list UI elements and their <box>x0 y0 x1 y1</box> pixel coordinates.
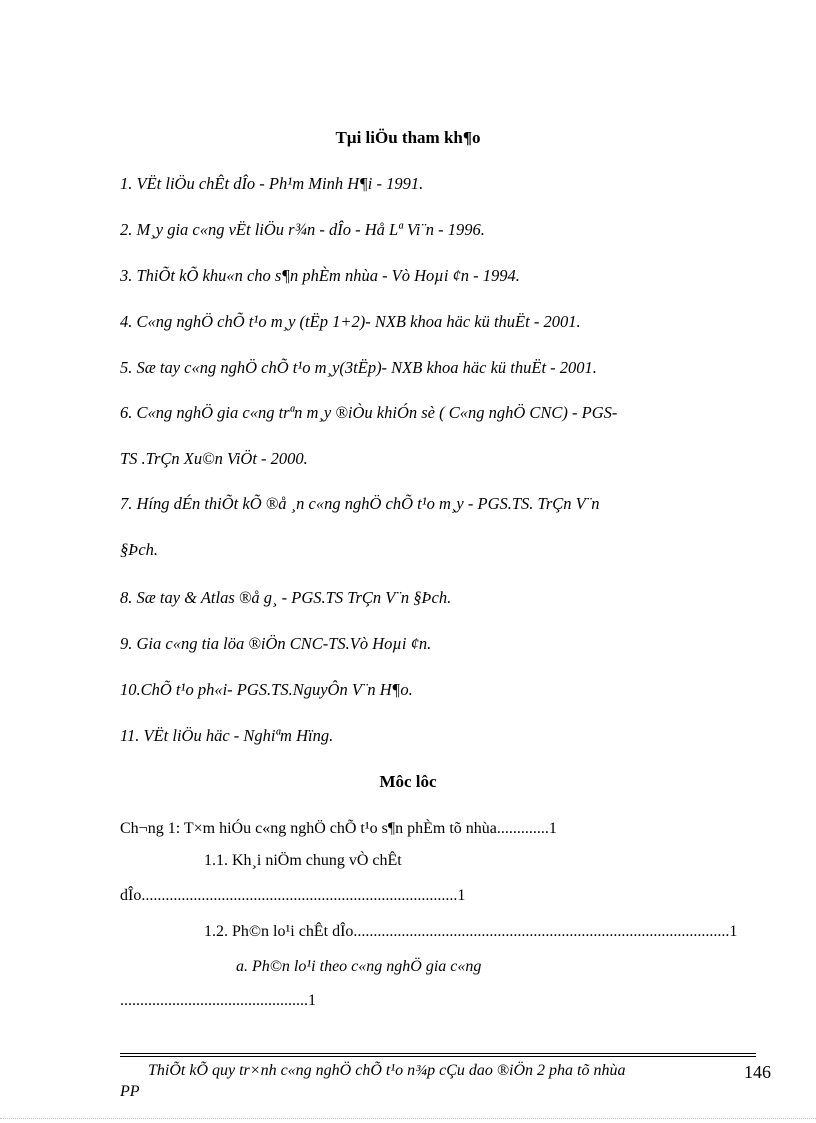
page-edge-divider <box>0 1118 816 1119</box>
reference-item: 5. Sæ tay c«ng nghÖ chÕ t¹o m¸y(3tËp)- NXB khoa häc kü thuËt - 2001. <box>120 358 597 377</box>
reference-item: 6. C«ng nghÖ gia c«ng trªn m¸y ®iÒu khiÓn sè ( C«ng nghÖ CNC) - PGS- <box>120 403 618 422</box>
reference-item: 3. ThiÕt kÕ khu«n cho s¶n phÈm nhùa - Vò Hoµi ¢n - 1994. <box>120 266 520 285</box>
reference-item: 2. M¸y gia c«ng vËt liÖu r¾n - dÎo - Hå Lª Vi¨n - 1996. <box>120 220 485 239</box>
toc-entry-1-1: 1.1. Kh¸i niÖm chung vÒ chÊt <box>204 852 402 869</box>
toc-entry-1-2-a-leader: ...............................................1 <box>120 992 316 1009</box>
reference-item: 9. Gia c«ng tia löa ®iÖn CNC-TS.Vò Hoµi ¢n. <box>120 634 432 653</box>
reference-item-continuation: TS .TrÇn Xu©n ViÖt - 2000. <box>120 449 308 468</box>
footer-rule-top <box>120 1053 756 1054</box>
references-title: Tµi liÖu tham kh¶o <box>335 128 481 147</box>
toc-entry-1-2: 1.2. Ph©n lo¹i chÊt dÎo..............................................................................................1 <box>204 923 738 940</box>
reference-item: 10.ChÕ t¹o ph«i- PGS.TS.NguyÔn V¨n H¶o. <box>120 680 413 699</box>
reference-item: 8. Sæ tay & Atlas ®å g¸ - PGS.TS TrÇn V¨n §Þch. <box>120 588 452 607</box>
reference-item: 1. VËt liÖu chÊt dÎo - Ph¹m Minh H¶i - 1991. <box>120 174 424 193</box>
toc-entry-chapter-1: Ch¬ng 1: T×m hiÓu c«ng nghÖ chÕ t¹o s¶n phÈm tõ nhùa.............1 <box>120 820 557 837</box>
reference-item: 11. VËt liÖu häc - Nghiªm Hïng. <box>120 726 334 745</box>
toc-title: Môc lôc <box>379 772 437 791</box>
footer-title: ThiÕt kÕ quy tr×nh c«ng nghÖ chÕ t¹o n¾p cÇu dao ®iÖn 2 pha tõ nhùa <box>148 1062 626 1079</box>
reference-item: 7. Híng dÉn thiÕt kÕ ®å ¸n c«ng nghÖ chÕ t¹o m¸y - PGS.TS. TrÇn V¨n <box>120 494 600 513</box>
reference-item: 4. C«ng nghÖ chÕ t¹o m¸y (tËp 1+2)- NXB khoa häc kü thuËt - 2001. <box>120 312 581 331</box>
page-number: 146 <box>744 1062 771 1082</box>
toc-entry-1-2-a: a. Ph©n lo¹i theo c«ng nghÖ gia c«ng <box>236 958 482 975</box>
footer-title-continuation: PP <box>120 1083 140 1100</box>
reference-item-continuation: §Þch. <box>120 540 159 559</box>
footer-rule-bottom <box>120 1056 756 1057</box>
toc-entry-1-1-leader: dÎo...............................................................................1 <box>120 887 466 904</box>
